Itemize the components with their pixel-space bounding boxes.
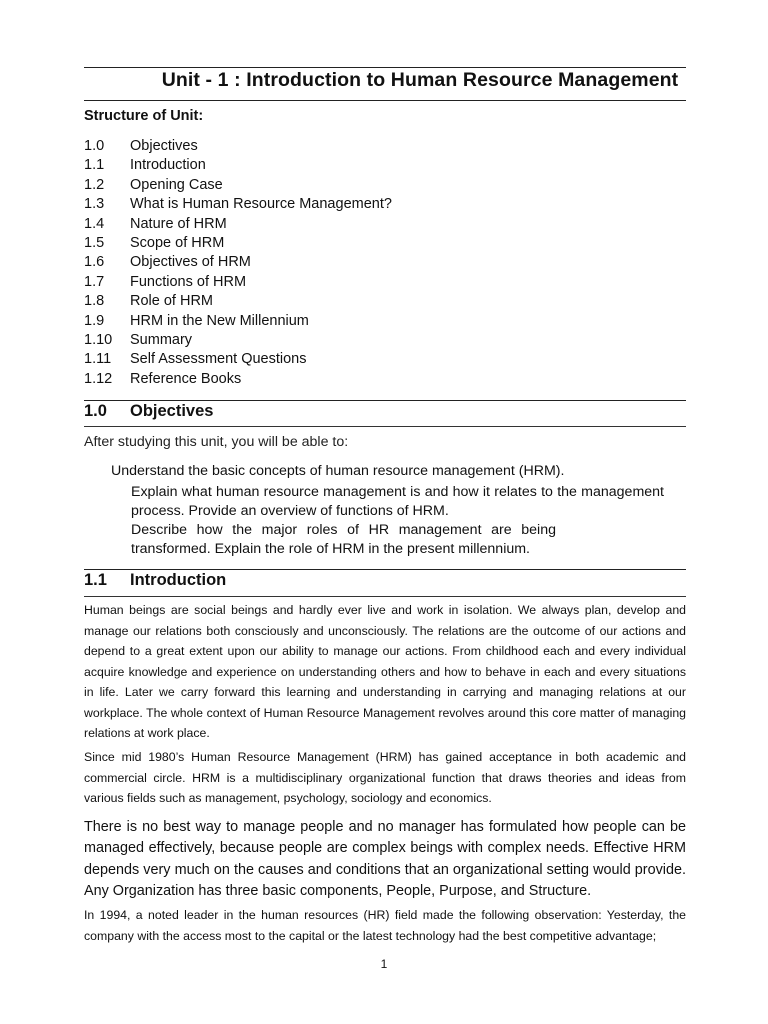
objectives-intro: After studying this unit, you will be able to: <box>84 434 349 450</box>
introduction-top-rule <box>84 569 686 570</box>
toc-number: 1.9 <box>84 312 105 329</box>
toc-label: Introduction <box>130 157 206 174</box>
toc-number: 1.1 <box>84 157 105 174</box>
toc-item <box>84 215 392 234</box>
unit-title: Unit - 1 : Introduction to Human Resource Management <box>161 69 679 91</box>
toc-number: 1.12 <box>84 370 113 387</box>
table-of-contents <box>84 137 392 389</box>
section-title: Introduction <box>130 571 227 589</box>
paragraph: In 1994, a noted leader in the human resources (HR) field made the following observation: Yesterday, the company with the access most to the capital or the latest technology had the best competitive advantage; <box>84 908 686 943</box>
toc-number: 1.10 <box>84 331 113 348</box>
toc-item <box>84 370 392 389</box>
toc-number: 1.4 <box>84 215 105 232</box>
objective-item: Explain what human resource management is and how it relates to the management process. Provide an overview of functions of HRM. <box>131 484 664 520</box>
introduction-bottom-rule <box>84 596 686 597</box>
toc-label: Self Assessment Questions <box>130 351 307 368</box>
toc-label: HRM in the New Millennium <box>130 312 309 329</box>
toc-item <box>84 137 392 156</box>
toc-number: 1.6 <box>84 254 105 271</box>
section-title: Objectives <box>130 402 214 420</box>
page-number: 1 <box>380 957 388 971</box>
title-top-rule <box>84 67 686 68</box>
toc-item <box>84 273 392 292</box>
objective-item: Understand the basic concepts of human resource management (HRM). <box>111 463 565 479</box>
toc-number: 1.11 <box>84 351 112 368</box>
toc-label: Functions of HRM <box>130 273 247 290</box>
toc-number: 1.2 <box>84 176 105 193</box>
toc-item <box>84 331 392 350</box>
toc-label: Nature of HRM <box>130 215 227 232</box>
toc-number: 1.8 <box>84 293 105 310</box>
toc-label: Objectives <box>130 138 198 154</box>
toc-item <box>84 253 392 272</box>
objectives-bottom-rule <box>84 426 686 427</box>
toc-label: Objectives of HRM <box>130 254 251 271</box>
toc-label: Role of HRM <box>130 293 213 310</box>
objective-item: Describe how the major roles of HR management are being transformed. Explain the role of HRM in the present millennium. <box>131 522 556 558</box>
toc-item <box>84 292 392 311</box>
objectives-heading <box>84 402 213 421</box>
toc-number: 1.5 <box>84 234 105 251</box>
toc-item <box>84 312 392 331</box>
toc-label: What is Human Resource Management? <box>130 196 392 213</box>
toc-number: 1.0 <box>84 138 105 154</box>
toc-item <box>84 156 392 175</box>
structure-label: Structure of Unit: <box>84 108 204 124</box>
introduction-heading <box>84 571 226 590</box>
section-number: 1.0 <box>84 402 107 420</box>
toc-item <box>84 176 392 195</box>
toc-label: Scope of HRM <box>130 234 225 251</box>
section-number: 1.1 <box>84 571 107 589</box>
toc-item <box>84 350 392 369</box>
toc-number: 1.3 <box>84 196 105 213</box>
toc-label: Opening Case <box>130 176 223 193</box>
paragraph: There is no best way to manage people and no manager has formulated how people can be managed effectively, because people are complex beings with complex needs. Effective HRM depends very much on the causes and conditions that an organizational setting would provide. Any Organization has three basic components, People, Purpose, and Structure. <box>84 819 686 899</box>
title-bottom-rule <box>84 100 686 101</box>
paragraph: Since mid 1980’s Human Resource Management (HRM) has gained acceptance in both academic and commercial circle. HRM is a multidisciplinary organizational function that draws theories and ideas from various fields such as management, psychology, sociology and economics. <box>84 750 686 805</box>
toc-label: Reference Books <box>130 370 242 387</box>
toc-label: Summary <box>130 331 193 348</box>
toc-item <box>84 234 392 253</box>
paragraph: Human beings are social beings and hardly ever live and work in isolation. We always plan, develop and manage our relations both consciously and unconsciously. The relations are the outcome of our actions and depend to a great extent upon our ability to manage our actions. From childhood each and every individual acquire knowledge and experience on understanding others and how to behave in each and every situations in life. Later we carry forward this learning and understanding in carrying and managing relations at our workplace. The whole context of Human Resource Management revolves around this core matter of managing relations at work place. <box>84 603 686 740</box>
toc-number: 1.7 <box>84 273 105 290</box>
toc-item <box>84 195 392 214</box>
objectives-top-rule <box>84 400 686 401</box>
